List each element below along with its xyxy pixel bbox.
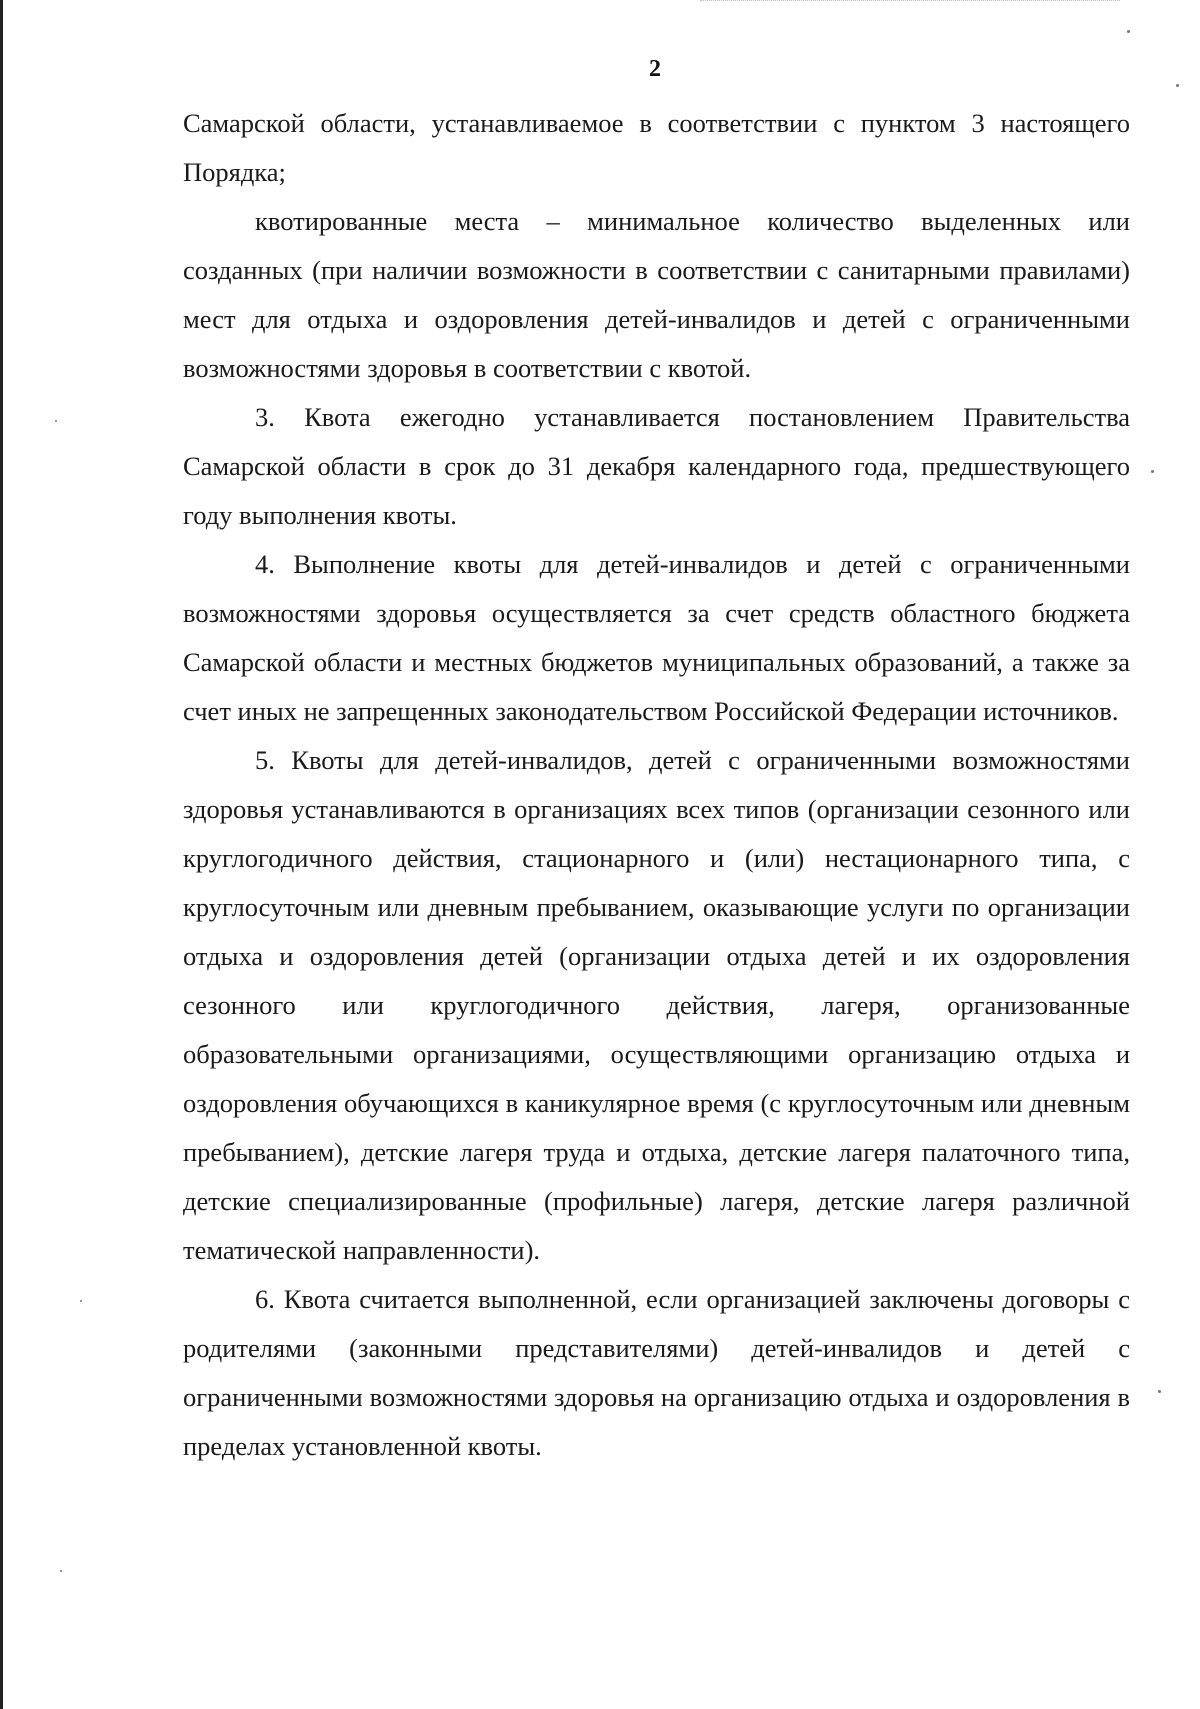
page-number: 2 (649, 56, 661, 82)
document-body (183, 99, 1130, 1471)
scan-speck (60, 1570, 62, 1572)
scan-speck (55, 420, 57, 422)
paragraph-definition-quota-places: квотированные места – минимальное количество выделенных или созданных (при наличии возможности в соответствии с санитарными правилами) мест для отдыха и оздоровления детей-инвалидов и детей с ограниченными возможностями здоровья в соответствии с квотой. (183, 206, 1130, 383)
scan-speck (1158, 1390, 1161, 1393)
scan-speck (80, 1300, 82, 1302)
paragraph-continuation: Самарской области, устанавливаемое в соответствии с пунктом 3 настоящего Порядка; (183, 108, 1130, 187)
paragraph-item-4: 4. Выполнение квоты для детей-инвалидов и детей с ограниченными возможностями здоровья осуществляется за счет средств областного бюджета Самарской области и местных бюджетов муниципальных образований, а также за счет иных не запрещенных законодательством Российской Федерации источников. (183, 549, 1130, 726)
scan-speck (1127, 30, 1130, 33)
paragraph-item-5: 5. Квоты для детей-инвалидов, детей с ограниченными возможностями здоровья устанавливаются в организациях всех типов (организации сезонного или круглогодичного действия, стационарного и (или) нестационарного типа, с круглосуточным или дневным пребыванием, оказывающие услуги по организации отдыха и оздоровления детей (организации отдыха детей и их оздоровления сезонного или круглогодичного действия, лагеря, организованные образовательными организациями, осуществляющими организацию отдыха и оздоровления обучающихся в каникулярное время (с круглосуточным или дневным пребыванием), детские лагеря труда и отдыха, детские лагеря палаточного типа, детские специализированные (профильные) лагеря, детские лагеря различной тематической направленности). (183, 745, 1130, 1265)
scan-speck (1151, 470, 1154, 473)
scan-edge-mark (700, 0, 1120, 3)
scan-speck (1176, 84, 1179, 87)
paragraph-item-3: 3. Квота ежегодно устанавливается постановлением Правительства Самарской области в срок до 31 декабря календарного года, предшествующего году выполнения квоты. (183, 402, 1130, 530)
paragraph-item-6: 6. Квота считается выполненной, если организацией заключены договоры с родителями (законными представителями) детей-инвалидов и детей с ограниченными возможностями здоровья на организацию отдыха и оздоровления в пределах установленной квоты. (183, 1284, 1130, 1461)
